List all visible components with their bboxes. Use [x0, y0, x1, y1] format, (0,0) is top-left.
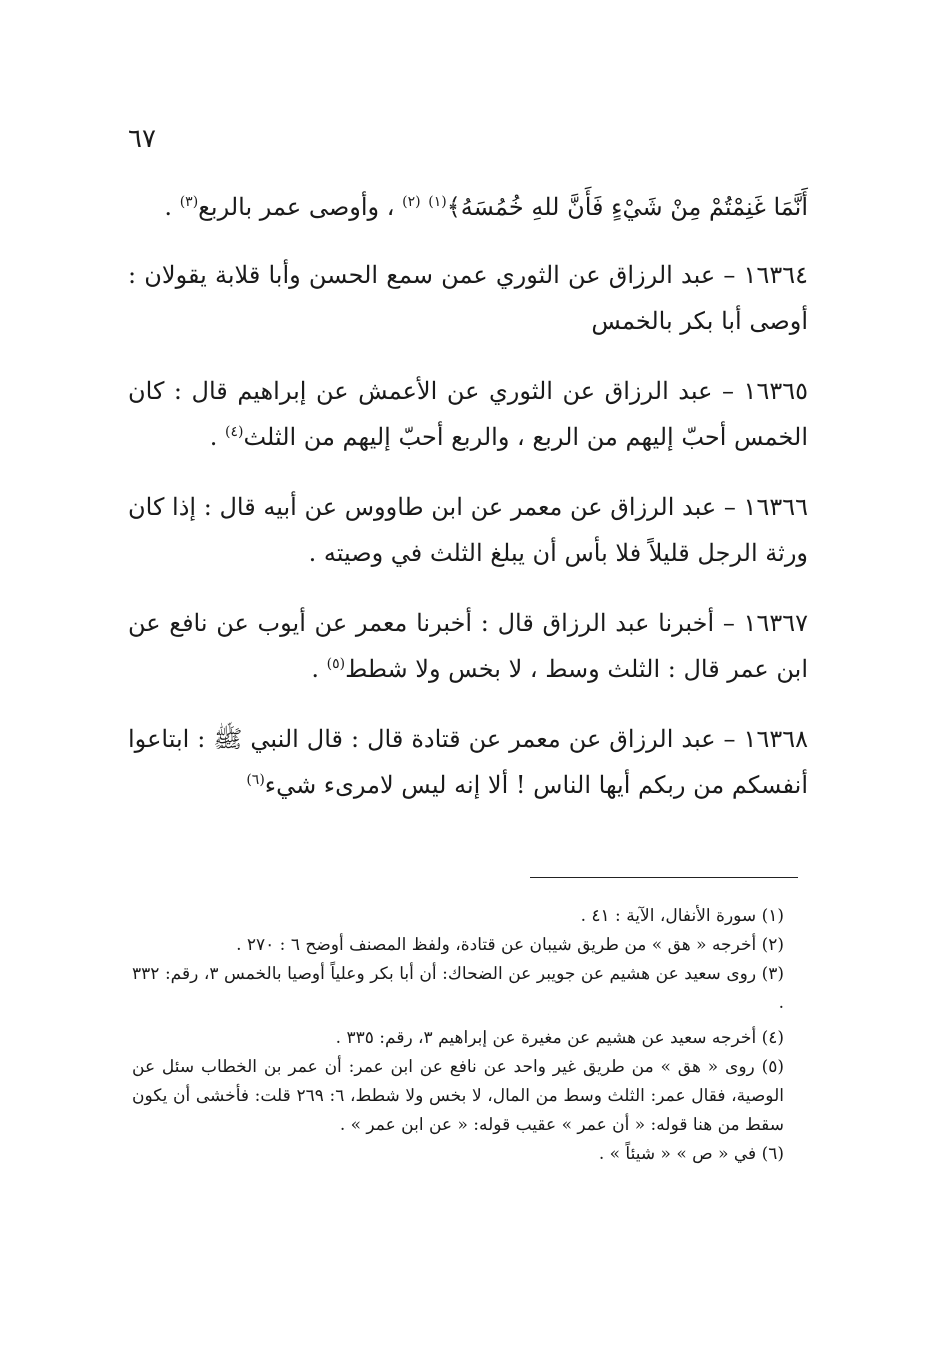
footnote-6: (٦) في « ص » « شيئاً » .	[598, 1144, 784, 1164]
hadith-text: ١٦٣٦٤ – عبد الرزاق عن الثوري عمن سمع الحسن وأبا قلابة يقولان : أوصى أبا بكر بالخمس	[128, 261, 808, 335]
footnote-1: (١) سورة الأنفال، الآية : ٤١ .	[580, 906, 784, 926]
footnotes	[132, 902, 808, 1169]
page-number: ٦٧	[128, 124, 156, 154]
hadith-16368	[128, 716, 808, 808]
footnote-ref: (٦)	[246, 772, 265, 788]
main-text	[128, 184, 808, 832]
quran-verse: أَنَّمَا غَنِمْتُمْ مِنْ شَيْءٍ فَأَنَّ للهِ خُمُسَهُ﴾	[446, 193, 808, 221]
footnote-ref: (٢)	[402, 194, 421, 210]
footnote-3: (٣) روى سعيد عن هشيم عن جويبر عن الضحاك: أن أبا بكر وعلياً أوصيا بالخمس ٣، رقم: ٣٣٢ .	[132, 964, 785, 1013]
hadith-16366	[128, 484, 808, 576]
footnote-ref: (٣)	[179, 194, 199, 210]
footnote-divider	[530, 877, 798, 878]
quran-verse-paragraph	[128, 184, 808, 230]
footnote-4: (٤) أخرجه سعيد عن هشيم عن مغيرة عن إبراهيم ٣، رقم: ٣٣٥ .	[335, 1028, 784, 1048]
footnote-5: (٥) روى « هق » من طريق غير واحد عن نافع عن ابن عمر: أن عمر بن الخطاب سئل عن الوصية، فقال عمر: الثلث وسط من المال، لا بخس ولا شطط، ٦: ٢٦٩ قلت: فأخشى أن يكون سقط من هنا قوله: « أن عمر » عقيب قوله: « عن ابن عمر » .	[132, 1057, 784, 1135]
paragraph-end: .	[164, 193, 180, 221]
paragraph-end: .	[311, 655, 327, 683]
footnote-ref: (٤)	[224, 424, 244, 440]
paragraph-end: .	[209, 423, 225, 451]
hadith-16364	[128, 252, 808, 344]
paragraph-tail: ، وأوصى عمر بالربع	[198, 193, 395, 221]
hadith-text: ١٦٣٦٥ – عبد الرزاق عن الثوري عن الأعمش عن إبراهيم قال : كان الخمس أحبّ إليهم من الربع ، والربع أحبّ إليهم من الثلث	[128, 377, 808, 451]
hadith-text: ١٦٣٦٨ – عبد الرزاق عن معمر عن قتادة قال : قال النبي ﷺ : ابتاعوا أنفسكم من ربكم أيها الناس ! ألا إنه ليس لامرىء شيء	[128, 725, 808, 799]
footnote-2: (٢) أخرجه « هق » من طريق شيبان عن قتادة، ولفظ المصنف أوضح ٦ : ٢٧٠ .	[236, 935, 784, 955]
footnote-ref: (١)	[428, 194, 447, 210]
hadith-16365	[128, 368, 808, 460]
hadith-text: ١٦٣٦٦ – عبد الرزاق عن معمر عن ابن طاووس عن أبيه قال : إذا كان ورثة الرجل قليلاً فلا بأس أن يبلغ الثلث في وصيته .	[128, 493, 808, 567]
footnote-ref: (٥)	[326, 656, 346, 672]
hadith-16367	[128, 600, 808, 692]
hadith-text: ١٦٣٦٧ – أخبرنا عبد الرزاق قال : أخبرنا معمر عن أيوب عن نافع عن ابن عمر قال : الثلث وسط ، لا بخس ولا شطط	[128, 609, 808, 683]
